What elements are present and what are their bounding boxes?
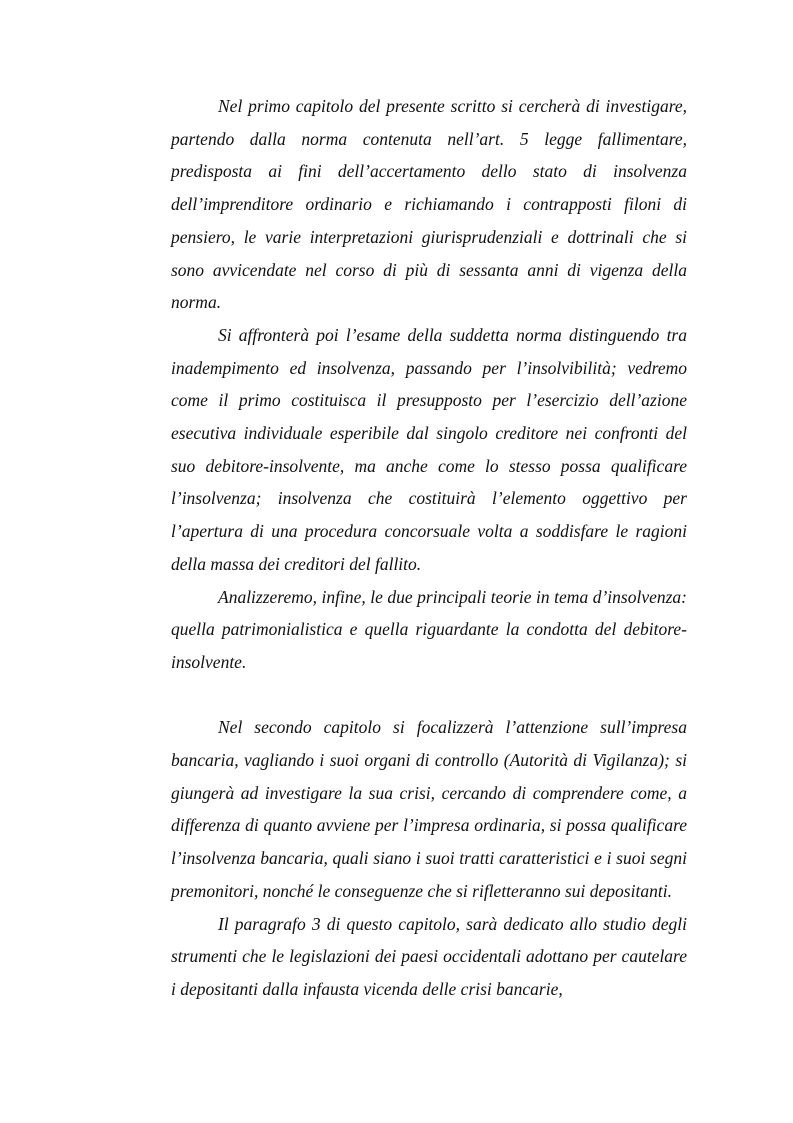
paragraph-2: Si affronterà poi l’esame della suddetta norma distinguendo tra inadempimento ed insolvenza, passando per l’insolvibilità; vedremo come il primo costituisca il presupposto per l’esercizio dell’azione esecutiva individuale esperibile dal singolo creditore nei confronti del suo debitore-insolvente, ma anche come lo stesso possa qualificare l’insolvenza; insolvenza che costituirà l’elemento oggettivo per l’apertura di una procedura concorsuale volta a soddisfare le ragioni della massa dei creditori del fallito. [171, 324, 687, 574]
body-text [171, 90, 687, 1006]
paragraph-4: Nel secondo capitolo si focalizzerà l’attenzione sull’impresa bancaria, vagliando i suoi organi di controllo (Autorità di Vigilanza); si giungerà ad investigare la sua crisi, cercando di comprendere come, a differenza di quanto avviene per l’impresa ordinaria, si possa qualificare l’insolvenza bancaria, quali siano i suoi tratti caratteristici e i suoi segni premonitori, nonché le conseguenze che si rifletteranno sui depositanti. [171, 717, 687, 901]
paragraph-3: Analizzeremo, infine, le due principali teorie in tema d’insolvenza: quella patrimonialistica e quella riguardante la condotta del debitore- insolvente. [171, 586, 687, 672]
paragraph-5: Il paragrafo 3 di questo capitolo, sarà dedicato allo studio degli strumenti che le legislazioni dei paesi occidentali adottano per cautelare i depositanti dalla infausta vicenda delle crisi bancarie, [171, 913, 687, 999]
paragraph-1: Nel primo capitolo del presente scritto si cercherà di investigare, partendo dalla norma contenuta nell’art. 5 legge fallimentare, predisposta ai fini dell’accertamento dello stato di insolvenza dell’imprenditore ordinario e richiamando i contrapposti filoni di pensiero, le varie interpretazioni giurisprudenziali e dottrinali che si sono avvicendate nel corso di più di sessanta anni di vigenza della norma. [171, 96, 687, 313]
paragraph-spacer [171, 679, 687, 712]
